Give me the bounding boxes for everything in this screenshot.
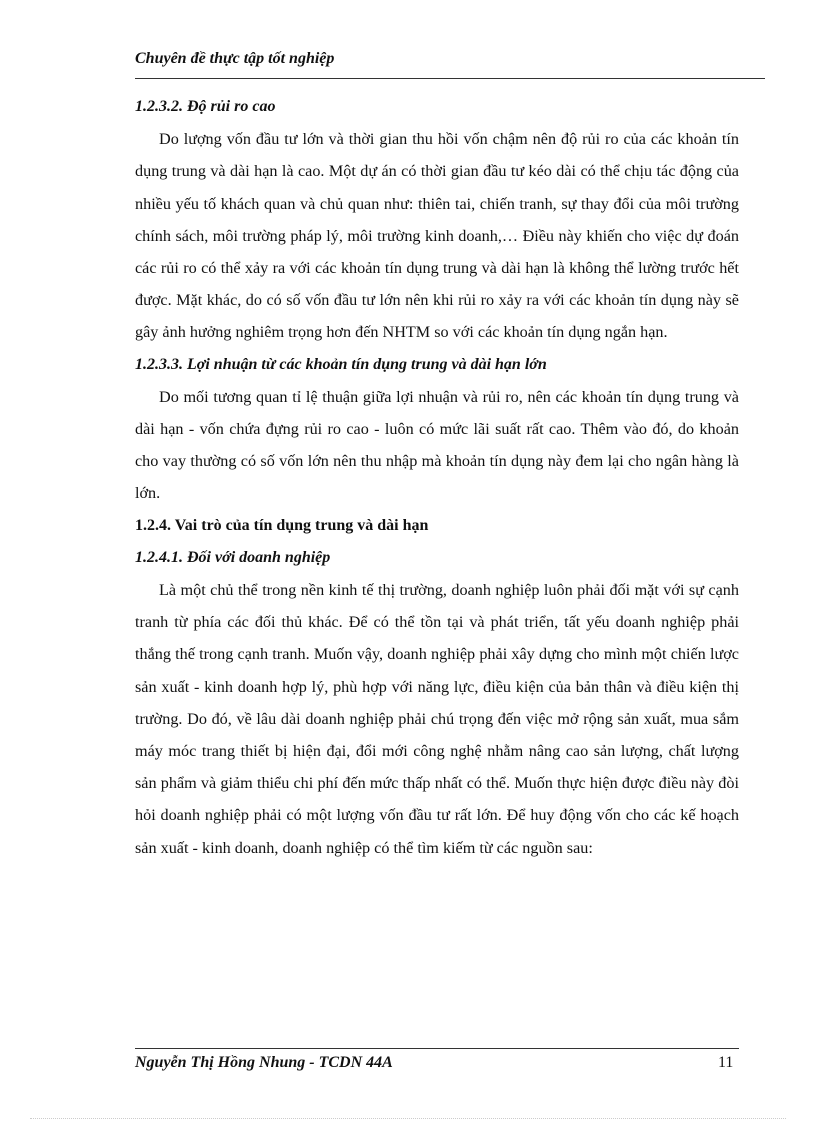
document-body [135,91,739,864]
page-number: 11 [718,1054,734,1071]
heading-1-2-3-2: 1.2.3.2. Độ rủi ro cao [135,98,276,115]
heading-1-2-3-3: 1.2.3.3. Lợi nhuận từ các khoản tín dụng trung và dài hạn lớn [135,355,547,373]
page-header-title: Chuyên đề thực tập tốt nghiệp [135,48,765,79]
paragraph-enterprise: Là một chủ thể trong nền kinh tế thị trường, doanh nghiệp luôn phải đối mặt với sự cạnh tranh từ phía các đối thủ khác. Để có thể tồn tại và phát triển, tất yếu doanh nghiệp phải thắng thế trong cạnh tranh. Muốn vậy, doanh nghiệp phải xây dựng cho mình một chiến lược sản xuất - kinh doanh hợp lý, phù hợp với năng lực, điều kiện của bản thân và điều kiện thị trường. Do đó, về lâu dài doanh nghiệp phải chú trọng đến việc mở rộng sản xuất, mua sắm máy móc trang thiết bị hiện đại, đổi mới công nghệ nhằm nâng cao sản lượng, chất lượng sản phẩm và giảm thiểu chi phí đến mức thấp nhất có thể. Muốn thực hiện được điều này đòi hỏi doanh nghiệp phải có một lượng vốn đầu tư rất lớn. Để huy động vốn cho các kế hoạch sản xuất - kinh doanh, doanh nghiệp có thể tìm kiếm từ các nguồn sau: [135,581,739,857]
paragraph-risk: Do lượng vốn đầu tư lớn và thời gian thu hồi vốn chậm nên độ rủi ro của các khoản tín dụng trung và dài hạn là cao. Một dự án có thời gian đầu tư kéo dài có thể chịu tác động của nhiều yếu tố khách quan và chủ quan như: thiên tai, chiến tranh, sự thay đổi của môi trường chính sách, môi trường pháp lý, môi trường kinh doanh,… Điều này khiến cho việc dự đoán các rủi ro có thể xảy ra với các khoản tín dụng trung và dài hạn là không thể lường trước hết được. Mặt khác, do có số vốn đầu tư lớn nên khi rủi ro xảy ra với các khoản tín dụng này sẽ gây ảnh hưởng nghiêm trọng hơn đến NHTM so với các khoản tín dụng ngắn hạn. [135,130,739,342]
heading-1-2-4: 1.2.4. Vai trò của tín dụng trung và dài hạn [135,516,429,534]
footer-divider [135,1048,739,1049]
paragraph-profit: Do mối tương quan tỉ lệ thuận giữa lợi nhuận và rủi ro, nên các khoản tín dụng trung và dài hạn - vốn chứa đựng rủi ro cao - luôn có mức lãi suất rất cao. Thêm vào đó, do khoản cho vay thường có số vốn lớn nên thu nhập mà khoản tín dụng này đem lại cho ngân hàng là lớn. [135,387,739,503]
page-edge-dotted-line [30,1118,786,1119]
footer-author: Nguyễn Thị Hồng Nhung - TCDN 44A [135,1054,393,1071]
heading-1-2-4-1: 1.2.4.1. Đối với doanh nghiệp [135,548,331,566]
